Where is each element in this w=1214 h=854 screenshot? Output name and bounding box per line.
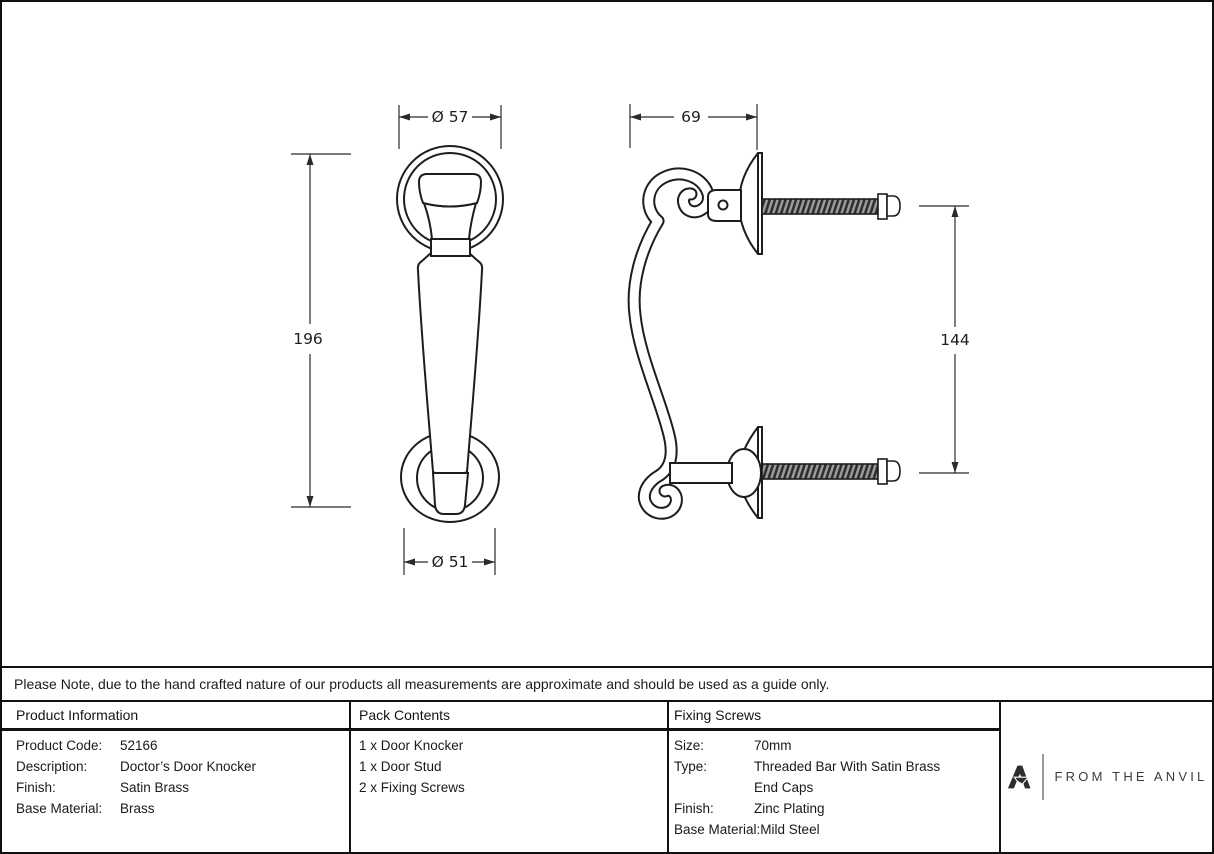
row-value: Brass [120,801,155,816]
technical-drawing-area [2,2,1212,666]
fixing-screws-body [669,731,999,840]
table-row [16,735,349,756]
dim-screw-spacing-label: 144 [940,331,970,349]
pack-contents-column [351,702,669,852]
product-info-header: Product Information [2,702,349,731]
product-info-body [2,731,349,819]
brand-column [1001,702,1212,852]
side-cap-flange-top [878,194,887,219]
dim-width-top-label: Ø 57 [431,108,469,126]
table-row [674,756,999,798]
table-row [674,735,999,756]
row-label: Size: [674,738,705,753]
fixing-screws-column [669,702,1001,852]
side-threaded-bar-bottom [762,464,878,479]
table-row [16,777,349,798]
side-end-cap-top [887,196,900,216]
dim-width-bottom-label: Ø 51 [431,553,469,571]
table-row [674,798,999,819]
row-label: Finish: [674,801,714,816]
brand-lockup [1006,754,1208,800]
pack-contents-header: Pack Contents [351,702,667,731]
front-stud [433,473,468,514]
dim-depth-label: 69 [681,108,701,126]
front-neck [424,203,476,239]
table-row [674,819,999,840]
pack-contents-body [351,731,667,798]
logo-divider [1042,754,1044,800]
list-item: 2 x Fixing Screws [359,780,465,795]
row-label: Finish: [16,780,56,795]
row-value: 52166 [120,738,158,753]
dimensions [291,104,969,575]
list-item: 1 x Door Knocker [359,738,464,753]
row-label: Base Material: [16,801,103,816]
row-value: Threaded Bar With Satin Brass End Caps [754,759,941,795]
front-head [419,174,481,207]
table-row [16,756,349,777]
side-cap-flange-bottom [878,459,887,484]
row-value: Satin Brass [120,780,190,795]
row-value: Doctor’s Door Knocker [120,759,257,774]
row-value: Zinc Plating [754,801,825,816]
note-row [2,666,1212,702]
row-value: 70mm [754,738,792,753]
front-collar [431,239,470,256]
table-row [16,798,349,819]
row-label: Description: [16,759,88,774]
brand-name: FROM THE ANVIL [1054,769,1208,784]
side-hinge-pin [719,201,728,210]
front-view [397,146,503,522]
side-view [634,153,900,518]
anvil-logo-icon [1006,765,1032,789]
side-connector [670,463,732,483]
list-item: 1 x Door Stud [359,759,442,774]
dim-height-label: 196 [293,330,323,348]
side-threaded-bar-top [762,199,878,214]
note-text: Please Note, due to the hand crafted nature of our products all measurements are approximate and should be used as a guide only. [14,676,830,692]
spec-table [2,702,1212,852]
fixing-screws-header: Fixing Screws [669,702,999,731]
row-label: Type: [674,759,708,774]
product-info-column [2,702,351,852]
door-knocker-drawing [2,2,1212,666]
side-end-cap-bottom [887,461,900,481]
row-label: Product Code: [16,738,103,753]
row-label: Base Material: [674,822,761,837]
row-value: Mild Steel [760,822,820,837]
